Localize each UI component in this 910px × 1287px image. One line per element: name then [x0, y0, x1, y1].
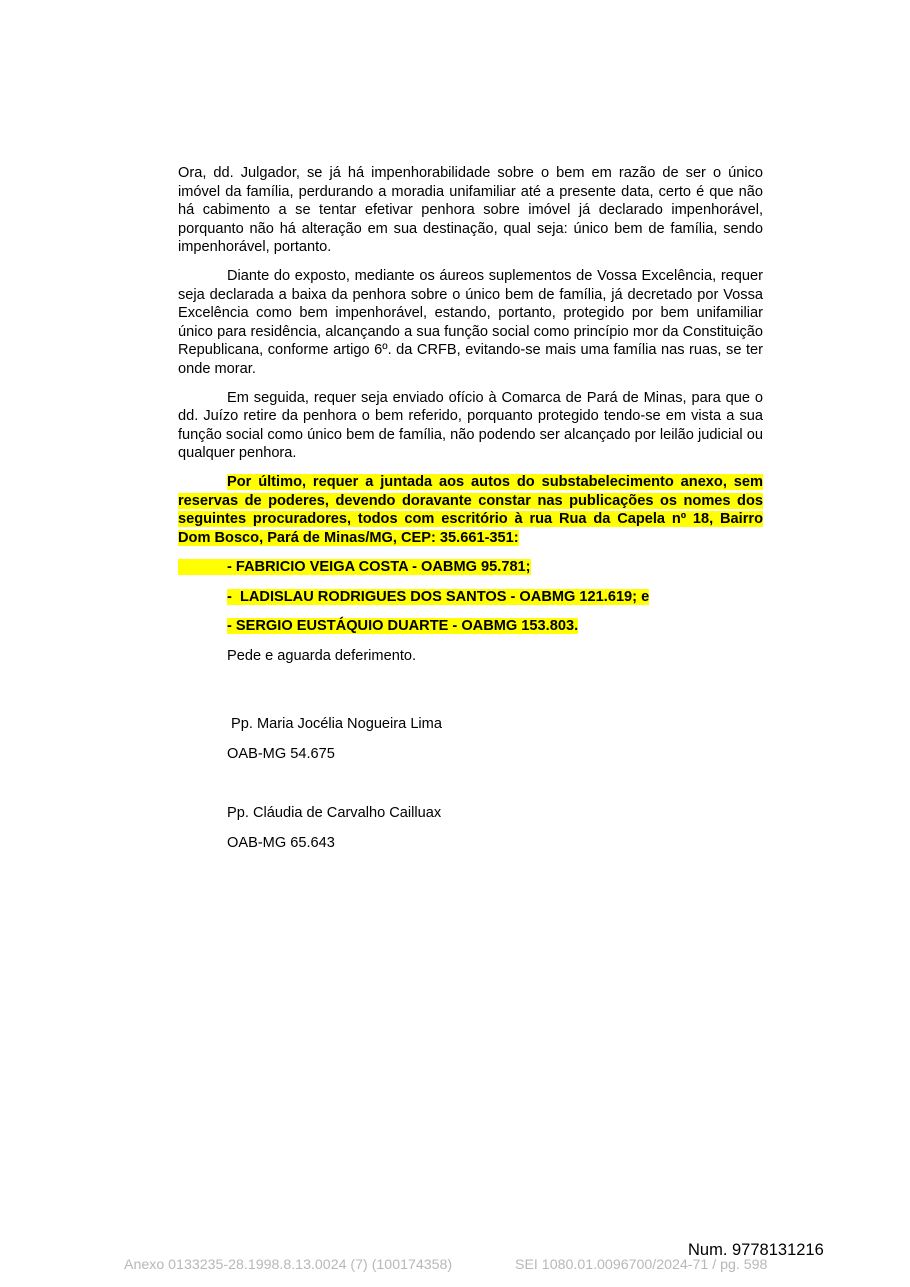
signature-oab-maria: OAB-MG 54.675: [227, 746, 335, 762]
signature-name-maria: Pp. Maria Jocélia Nogueira Lima: [227, 716, 442, 732]
paragraph-em-seguida: Em seguida, requer seja enviado ofício à Comarca de Pará de Minas, para que o dd. Juízo retire da penhora o bem referido, porquanto protegido tendo-se em vista a sua função social como único bem de família, não podendo ser alcançado por leilão judicial ou qualquer penhora.: [178, 389, 763, 462]
paragraph-por-ultimo: [178, 473, 763, 547]
lawyer-ladislau: - LADISLAU RODRIGUES DOS SANTOS - OABMG 121.619; e: [227, 588, 650, 605]
signature-oab-claudia: OAB-MG 65.643: [227, 835, 335, 851]
lawyer-list-item: [178, 588, 763, 607]
lawyer-fabricio: - FABRICIO VEIGA COSTA - OABMG 95.781;: [178, 559, 531, 575]
document-number: Num. 9778131216: [688, 1241, 824, 1259]
signature-name-claudia: Pp. Cláudia de Carvalho Cailluax: [227, 805, 442, 821]
lawyer-sergio: - SERGIO EUSTÁQUIO DUARTE - OABMG 153.803.: [227, 618, 579, 635]
annex-reference: Anexo 0133235-28.1998.8.13.0024 (7) (100174358): [124, 1257, 453, 1273]
highlighted-request-text: Por último, requer a juntada aos autos do substabelecimento anexo, sem reservas de poderes, devendo doravante constar nas publicações os nomes dos seguintes procuradores, todos com escritório à rua Rua da Capela nº 18, Bairro Dom Bosco, Pará de Minas/MG, CEP: 35.661-351:: [178, 473, 763, 546]
document-body: [178, 164, 763, 677]
closing-statement: Pede e aguarda deferimento.: [227, 648, 417, 665]
sei-page-reference: SEI 1080.01.0096700/2024-71 / pg. 598: [515, 1257, 768, 1273]
paragraph-diante-do-exposto: Diante do exposto, mediante os áureos suplementos de Vossa Excelência, requer seja declarada a baixa da penhora sobre o único bem de família, já decretado por Vossa Excelência como bem impenhorável, estando, portanto, protegido por bem unifamiliar único para residência, alcançando a sua função social como princípio mor da Constituição Republicana, conforme artigo 6º. da CRFB, evitando-se mais uma família nas ruas, se ter onde morar.: [178, 267, 763, 377]
lawyer-list-item: [178, 558, 763, 577]
paragraph-impenhorabilidade: Ora, dd. Julgador, se já há impenhorabilidade sobre o bem em razão de ser o único imóvel da família, perdurando a moradia unifamiliar até a presente data, certo é que não há cabimento a se tentar efetivar penhora sobre imóvel já declarado impenhorável, porquanto não há alteração em sua destinação, qual seja: único bem de família, sendo impenhorável, portanto.: [178, 165, 763, 256]
lawyer-list-item: [178, 617, 763, 636]
